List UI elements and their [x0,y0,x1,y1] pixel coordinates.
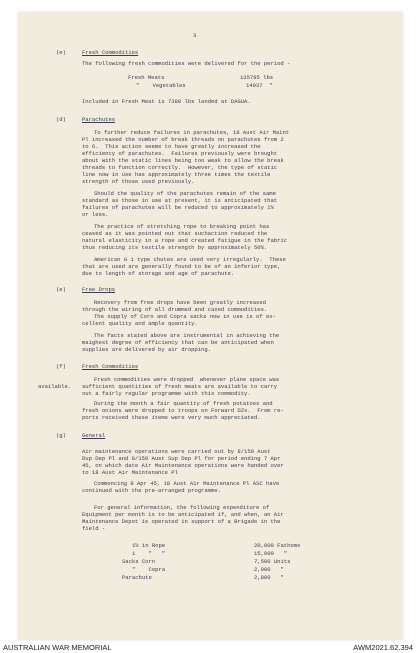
text-line: out a fairly regular programme with this commodity. [82,390,251,397]
text-line: For general information, the following expenditure of [94,504,270,511]
text-line: Dup Dep Pl and 8/150 Aust Sup Dep Pl for period ending 7 Apr [82,455,281,462]
table-cell: Sacks Corn [122,558,156,565]
text-line: ports received these items were very much appreciated. [82,414,261,421]
text-line: thus reducing its textile strength by approximately 50%. [82,244,268,251]
text-line: supplies are delivered by air dropping. [82,346,211,353]
text-line: to 18 Aust Air Maintenance Pl [82,469,178,476]
text-line: ceased as it was pointed out that suchaction reduced the [82,230,268,237]
text-line: Fresh commodities were dropped whenever plane space was [94,376,280,383]
document-page [18,12,403,640]
section-heading: Fresh Commodities [82,49,139,56]
text-line: line now in use has approximately three times the textile [82,171,271,178]
table-cell: 2,900 " [254,566,284,573]
text-line: standard as those in use at present, it is anticipated that [82,197,278,204]
text-line: cellent quality and ample quantity. [82,320,198,327]
text-line: The following fresh commodities were delivered for the period - [82,60,291,67]
section-heading: Fresh Commodities [82,363,139,370]
table-cell: Parachute [122,574,152,581]
page-number: 3 [193,32,197,39]
text-line: sufficient quantities of fresh meats are available to carry [82,383,278,390]
text-line: field - [82,525,106,532]
section-heading: General [82,432,106,439]
section-letter: (e) [56,49,66,56]
table-cell: 15,000 " [254,550,288,557]
text-line: Air maintenance operations were carried out by 8/150 Aust [82,448,271,455]
text-line: due to length of storage and age of parachute. [82,270,235,277]
text-line: Commencing 8 Apr 45, 18 Aust Air Maintenance Pl ASC have [94,480,280,487]
archive-footer [0,641,417,653]
text-line: The practice of stretching rope to breaking point has [94,223,270,230]
text-line: maighest degree of efficiency that can be anticipated when [82,339,274,346]
text-line: natural elasticity in a rope and created fatigue in the fabric [82,237,288,244]
table-cell: 1 " " [132,550,166,557]
section-letter: (e) [56,286,66,293]
section-letter: (d) [56,116,66,123]
text-line: 45, on which date Air Maintenance operations were handed over [82,462,284,469]
text-line: Recovery from free drops have been greatly increased [94,299,266,306]
text-line: failures of parachutes will be reduced to approximately 1% [82,204,274,211]
margin-note: available. [38,383,72,390]
text-line: Pl increased the number of break threads on parachutes from 2 [82,136,284,143]
text-line: Should the quality of the parachutes remain of the same [94,190,276,197]
text-line: The supply of Corn and Copra sacks now in use is of ex- [94,313,276,320]
text-line: Equipment per month is to be anticipated if, and when, an Air [82,511,284,518]
text-line: To further reduce failures in parachutes, 18 Aust Air Maint [94,129,290,136]
section-heading: Free Drops [82,286,116,293]
footer-institution: AUSTRALIAN WAR MEMORIAL [3,643,112,652]
table-cell: 14037 " [246,82,273,89]
footer-reference: AWM2021.62.394 [353,643,413,652]
table-cell: 1½ in Rope [132,542,166,549]
text-line: that are used are generally found to be of an inferior type, [82,263,281,270]
table-cell: 7,500 Units [254,558,291,565]
table-cell: " Vegetables [136,82,186,89]
text-line: fresh onions were dropped to troops on Forward DZs. From re- [82,407,284,414]
text-line: to 6. This action seems to have greatly increased the [82,143,261,150]
text-line: The facts stated above are instrumental in achieving the [94,332,280,339]
table-cell: Fresh Meats [128,74,165,81]
table-cell: 20,000 Fathoms [254,542,301,549]
text-line: about with the static lines being too weak to allow the break [82,157,284,164]
text-line: strength of those used previously. [82,178,195,185]
text-line: efficiency of parachutes. Failures previously were brought [82,150,278,157]
table-cell: 135795 lbs [240,74,274,81]
section-letter: (f) [56,363,66,370]
text-line: During the month a fair quantity of fresh potatoes and [94,400,273,407]
text-line: American G 1 type chutes are used very irregularly. These [94,256,286,263]
text-line: or less. [82,211,109,218]
text-line: continued with the pre-arranged programme. [82,487,221,494]
text-line: through the wiring of all drummed and cased commodities. [82,306,268,313]
text-line: threads to function correctly. However, the type of static [82,164,278,171]
text-line: Included in Fresh Meat is 7380 lbs landed at DAGUA. [82,98,251,105]
table-cell: " Copra [132,566,166,573]
section-heading: Parachutes [82,116,116,123]
section-letter: (g) [56,432,66,439]
table-cell: 2,800 " [254,574,284,581]
text-line: Maintenance Depot is operated in support of a Brigade in the [82,518,281,525]
